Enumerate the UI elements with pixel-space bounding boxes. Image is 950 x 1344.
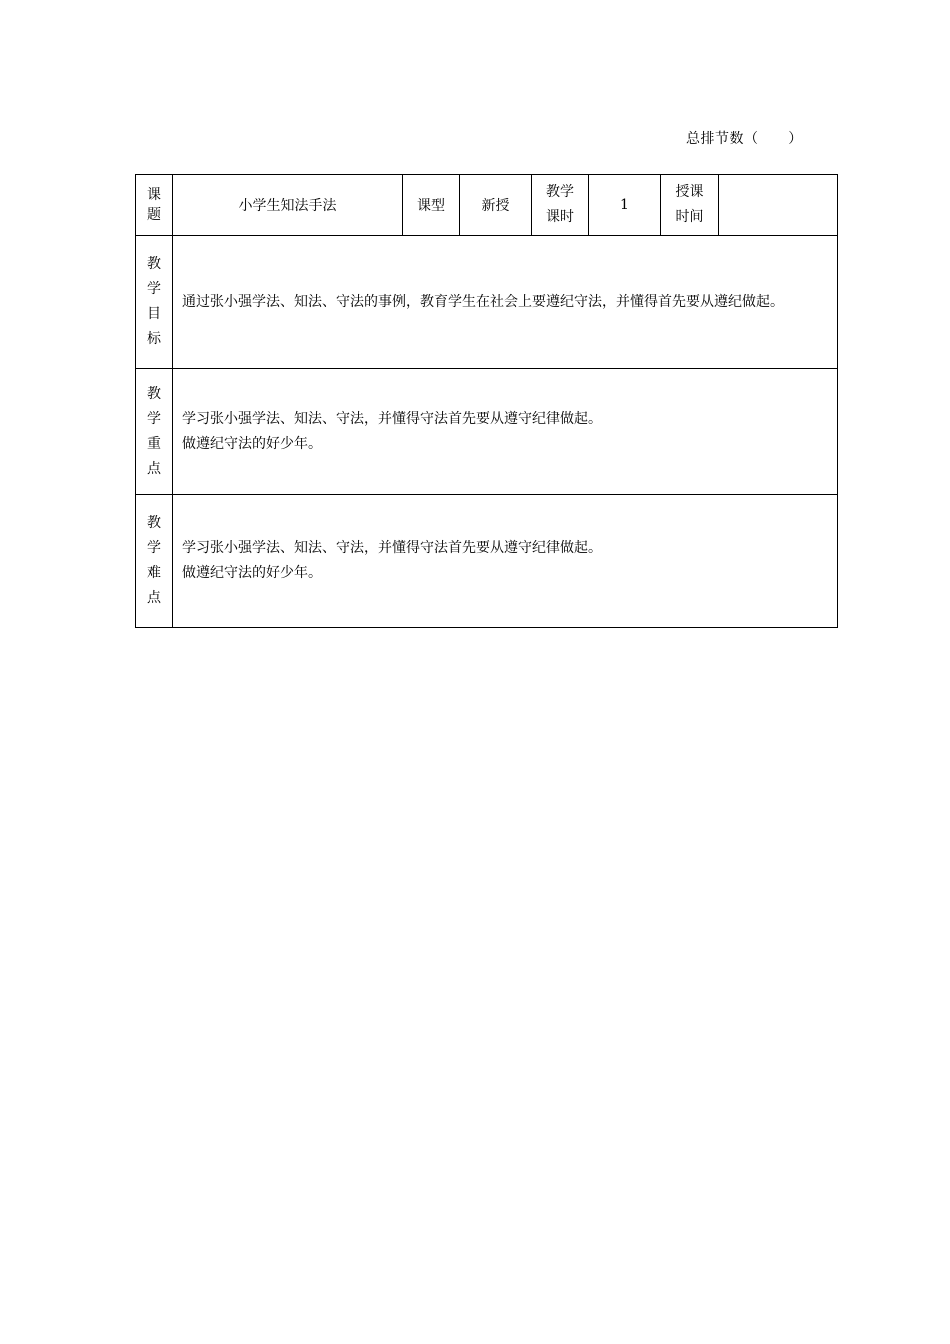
hours-label: 教学课时 [546,184,574,225]
difficulties-line: 做遵纪守法的好少年。 [182,565,322,581]
topic-value-cell [173,175,403,236]
key-points-line: 做遵纪守法的好少年。 [182,435,322,452]
key-points-text [173,407,837,457]
hours-value: 1 [620,197,629,213]
key-points-line: 学习张小强学法、知法、守法，并懂得守法首先要从遵守纪律做起。 [182,410,602,427]
time-label-cell [661,175,719,236]
time-label: 授课时间 [675,184,704,225]
hours-value-cell [589,175,661,236]
topic-label-cell [136,175,173,236]
key-points-content-cell [173,369,838,495]
key-points-label: 教学重点 [147,385,161,477]
type-label-cell [403,175,460,236]
difficulties-row [136,495,838,628]
type-value: 新授 [481,198,510,214]
difficulties-text [173,536,837,586]
objectives-text: 通过张小强学法、知法、守法的事例，教育学生在社会上要遵纪守法，并懂得首先要从遵纪做起。 [182,293,784,310]
total-lessons-header: 总排节数（ ） [686,131,803,147]
objectives-label-cell [136,236,173,369]
difficulties-line: 学习张小强学法、知法、守法，并懂得守法首先要从遵守纪律做起。 [182,540,602,556]
objectives-row [136,236,838,369]
difficulties-label-cell [136,495,173,628]
type-value-cell [460,175,532,236]
hours-label-cell [532,175,589,236]
objectives-content-cell [173,236,838,369]
type-label: 课型 [417,198,445,214]
time-value-cell[interactable] [719,175,838,236]
topic-value: 小学生知法手法 [238,198,337,214]
lesson-info-row [136,175,838,236]
key-points-label-cell [136,369,173,495]
difficulties-content-cell [173,495,838,628]
lesson-plan-table [135,174,838,628]
difficulties-label: 教学难点 [147,515,161,606]
objectives-label: 教学目标 [147,256,161,347]
key-points-row [136,369,838,495]
topic-label: 课题 [147,187,161,223]
